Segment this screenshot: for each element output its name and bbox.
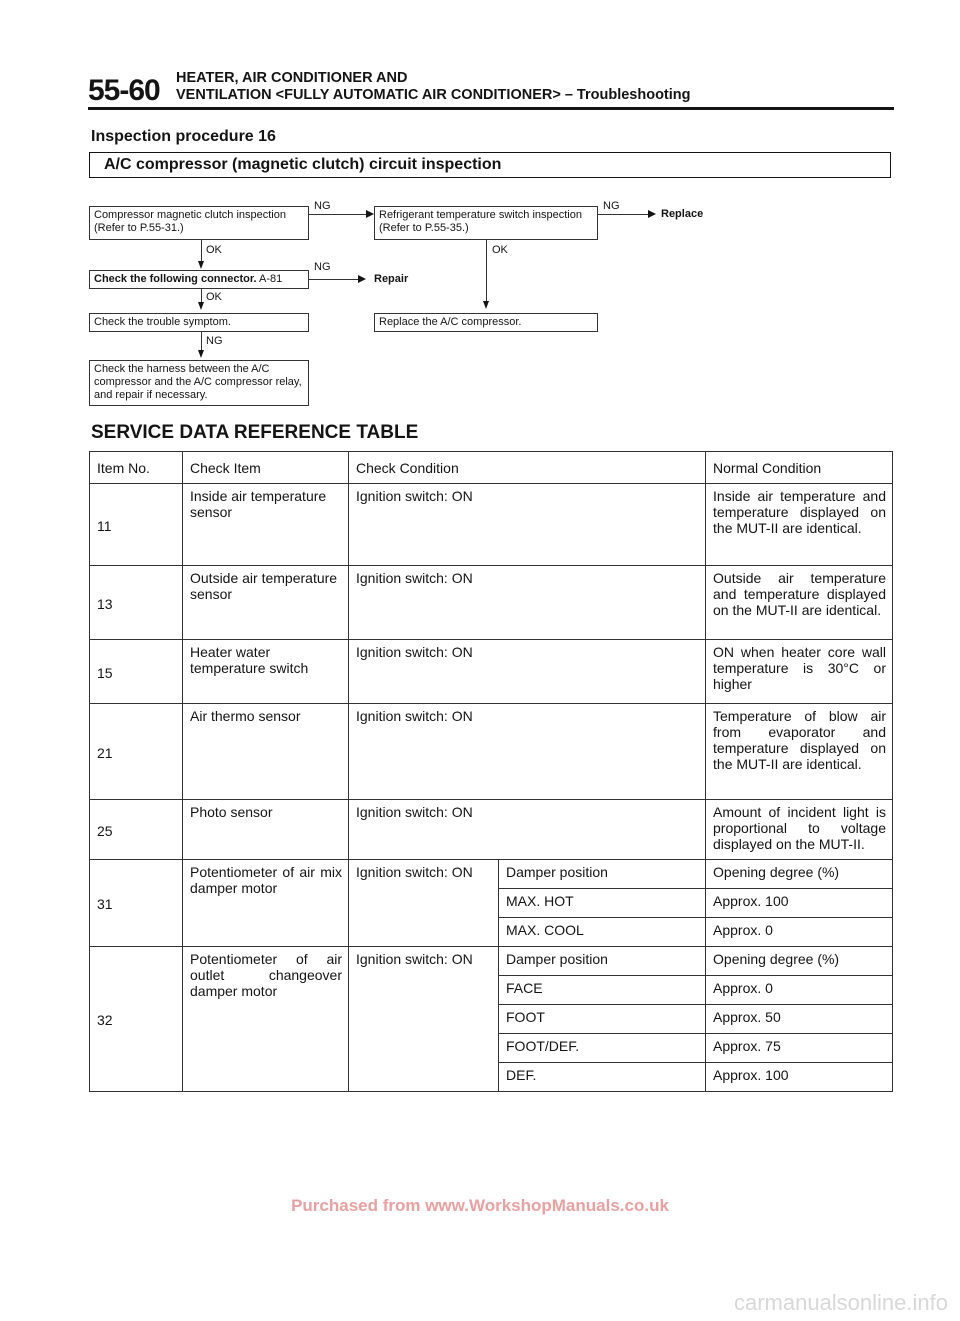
cell-damper-position: MAX. COOL <box>499 918 706 947</box>
cell-damper-position: Damper position <box>499 947 706 976</box>
cell-normal-condition: Outside air temperature and temperature displayed on the MUT-II are identical. <box>706 566 893 640</box>
table-row <box>90 947 893 976</box>
cell-check-item: Heater water temperature switch <box>183 640 349 704</box>
procedure-title: Inspection procedure 16 <box>91 128 276 145</box>
cell-normal-condition: Inside air temperature and temperature displayed on the MUT-II are identical. <box>706 484 893 566</box>
arrow-down-icon <box>198 350 204 358</box>
flow-arrow-line-2 <box>598 214 648 215</box>
cell-normal-condition: ON when heater core wall temperature is 30°C or higher <box>706 640 893 704</box>
cell-check-item: Air thermo sensor <box>183 704 349 800</box>
flow-label-ok-3: OK <box>206 291 222 303</box>
flow-label-ng-2: NG <box>603 200 620 212</box>
site-watermark: carmanualsonline.info <box>733 1290 948 1315</box>
flow-label-ng-4: NG <box>206 335 223 347</box>
cell-damper-position: FOOT <box>499 1005 706 1034</box>
flow-label-ok-2: OK <box>492 244 508 256</box>
flow-connector-line <box>201 240 202 262</box>
cell-check-condition: Ignition switch: ON <box>349 860 499 947</box>
cell-check-item: Outside air temperature sensor <box>183 566 349 640</box>
cell-opening-degree: Approx. 100 <box>706 889 893 918</box>
flow-label-ok-1: OK <box>206 244 222 256</box>
table-row <box>90 860 893 889</box>
flow-step-refrigerant-switch: Refrigerant temperature switch inspection (Refer to P.55-35.) <box>374 206 598 240</box>
header-check-condition: Check Condition <box>349 452 706 484</box>
cell-check-condition: Ignition switch: ON <box>349 800 706 860</box>
cell-opening-degree: Opening degree (%) <box>706 947 893 976</box>
arrow-right-icon <box>648 210 656 218</box>
header-rule <box>88 107 894 110</box>
cell-check-condition: Ignition switch: ON <box>349 947 499 1092</box>
arrow-down-icon <box>483 301 489 309</box>
arrow-right-icon <box>366 210 374 218</box>
flow-arrow-line-3 <box>309 279 358 280</box>
flow-label-ng-1: NG <box>314 200 331 212</box>
service-data-table <box>89 451 893 1092</box>
cell-item-no: 21 <box>90 704 183 800</box>
cell-item-no: 11 <box>90 484 183 566</box>
header-item-no: Item No. <box>90 452 183 484</box>
cell-opening-degree: Approx. 100 <box>706 1063 893 1092</box>
flow-step-check-harness: Check the harness between the A/C compressor and the A/C compressor relay, and repair if necessary. <box>89 360 309 406</box>
flow-result-replace: Replace <box>661 208 704 220</box>
cell-opening-degree: Approx. 75 <box>706 1034 893 1063</box>
cell-check-item: Inside air temperature sensor <box>183 484 349 566</box>
cell-normal-condition: Temperature of blow air from evaporator and temperature displayed on the MUT-II are identical. <box>706 704 893 800</box>
flow-connector-line <box>201 332 202 351</box>
table-row <box>90 800 893 860</box>
flow-connector-line <box>201 289 202 302</box>
table-header-row <box>90 452 893 484</box>
arrow-right-icon <box>358 275 366 283</box>
flow-step-clutch-inspection: Compressor magnetic clutch inspection (Refer to P.55-31.) <box>89 206 309 240</box>
flow-step-check-connector-label: Check the following connector. <box>94 273 257 285</box>
cell-damper-position: FACE <box>499 976 706 1005</box>
cell-item-no: 31 <box>90 860 183 947</box>
table-row <box>90 704 893 800</box>
header-normal-condition: Normal Condition <box>706 452 893 484</box>
cell-damper-position: MAX. HOT <box>499 889 706 918</box>
cell-check-item: Potentiometer of air outlet changeover damper motor <box>183 947 349 1092</box>
arrow-down-icon <box>198 261 204 269</box>
flow-step-check-connector-ref: A-81 <box>259 273 283 285</box>
cell-check-condition: Ignition switch: ON <box>349 484 706 566</box>
flow-step-check-symptom: Check the trouble symptom. <box>89 313 309 332</box>
cell-opening-degree: Approx. 50 <box>706 1005 893 1034</box>
table-row <box>90 566 893 640</box>
cell-check-condition: Ignition switch: ON <box>349 566 706 640</box>
cell-opening-degree: Opening degree (%) <box>706 860 893 889</box>
flow-result-repair: Repair <box>374 273 409 285</box>
arrow-down-icon <box>198 302 204 310</box>
service-table-title: SERVICE DATA REFERENCE TABLE <box>91 422 419 443</box>
flow-arrow-line-1 <box>309 214 366 215</box>
cell-damper-position: Damper position <box>499 860 706 889</box>
cell-item-no: 13 <box>90 566 183 640</box>
cell-check-item: Potentiometer of air mix damper motor <box>183 860 349 947</box>
procedure-subtitle: A/C compressor (magnetic clutch) circuit inspection <box>104 156 502 173</box>
table-row <box>90 484 893 566</box>
cell-damper-position: FOOT/DEF. <box>499 1034 706 1063</box>
procedure-subtitle-box <box>89 152 891 178</box>
header-line-1: HEATER, AIR CONDITIONER AND <box>176 70 408 86</box>
cell-opening-degree: Approx. 0 <box>706 976 893 1005</box>
table-row <box>90 640 893 704</box>
cell-check-item: Photo sensor <box>183 800 349 860</box>
cell-check-condition: Ignition switch: ON <box>349 704 706 800</box>
cell-opening-degree: Approx. 0 <box>706 918 893 947</box>
cell-item-no: 15 <box>90 640 183 704</box>
page-number: 55-60 <box>88 74 160 107</box>
cell-item-no: 25 <box>90 800 183 860</box>
flow-step-check-connector <box>89 270 309 289</box>
footer-purchase-link[interactable]: Purchased from www.WorkshopManuals.co.uk <box>291 1196 669 1215</box>
cell-check-condition: Ignition switch: ON <box>349 640 706 704</box>
flow-label-ng-3: NG <box>314 261 331 273</box>
header-line-2: VENTILATION <FULLY AUTOMATIC AIR CONDITIONER> – Troubleshooting <box>176 87 691 103</box>
cell-damper-position: DEF. <box>499 1063 706 1092</box>
cell-item-no: 32 <box>90 947 183 1092</box>
flow-step-replace-compressor: Replace the A/C compressor. <box>374 313 598 332</box>
cell-normal-condition: Amount of incident light is proportional to voltage displayed on the MUT-II. <box>706 800 893 860</box>
header-check-item: Check Item <box>183 452 349 484</box>
flow-connector-line <box>486 240 487 301</box>
